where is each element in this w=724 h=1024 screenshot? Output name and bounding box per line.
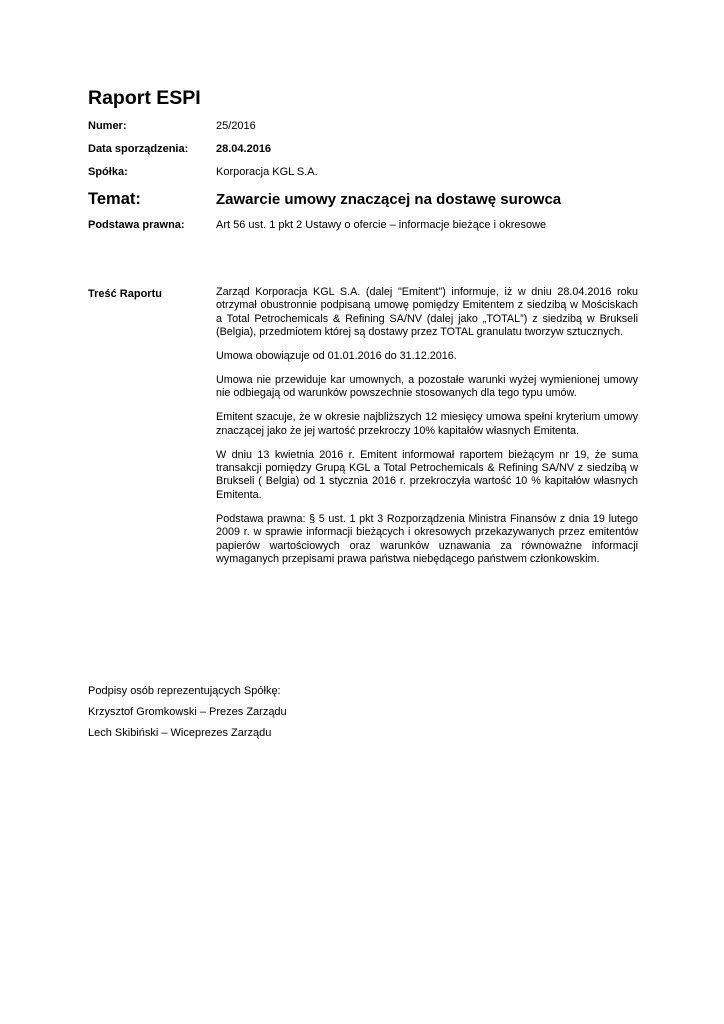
topic-label: Temat: — [88, 190, 141, 208]
company-label: Spółka: — [88, 166, 128, 178]
content-paragraph: Umowa nie przewiduje kar umownych, a pozostałe warunki wyżej wymienionej umowy nie odbiegają od warunków powszechnie stosowanych dla tego typu umów. — [216, 374, 638, 400]
legal-basis-label: Podstawa prawna: — [88, 219, 185, 231]
number-value: 25/2016 — [216, 120, 256, 132]
topic-value: Zawarcie umowy znaczącej na dostawę surowca — [216, 191, 562, 208]
content-label: Treść Raportu — [88, 288, 162, 300]
signatures-heading: Podpisy osób reprezentujących Spółkę: — [88, 685, 281, 697]
content-paragraph: Emitent szacuje, że w okresie najbliższych 12 miesięcy umowa spełni kryterium umowy znaczącej jako że jej wartość przekroczy 10% kapitałów własnych Emitenta. — [216, 411, 638, 437]
number-label: Numer: — [88, 120, 127, 132]
content-paragraph: Zarząd Korporacja KGL S.A. (dalej "Emitent") informuje, iż w dniu 28.04.2016 roku otrzymał obustronnie podpisaną umowę pomiędzy Emitentem z siedzibą w Mościskach a Total Petrochemicals & Refining SA/NV (dalej jako „TOTAL”) z siedzibą w Brukseli (Belgia), przedmiotem której są dostawy przez TOTAL granulatu tworzyw sztucznych. — [216, 286, 638, 339]
date-label: Data sporządzenia: — [88, 143, 189, 155]
content-paragraph: W dniu 13 kwietnia 2016 r. Emitent informował raportem bieżącym nr 19, że suma transakcji pomiędzy Grupą KGL a Total Petrochemicals & Refining SA/NV z siedzibą w Brukseli ( Belgia) od 1 stycznia 2016 r. przekroczyła wartość 10 % kapitałów własnych Emitenta. — [216, 448, 638, 501]
signature-person: Krzysztof Gromkowski – Prezes Zarządu — [88, 706, 287, 718]
report-title: Raport ESPI — [88, 87, 201, 109]
content-paragraph: Podstawa prawna: § 5 ust. 1 pkt 3 Rozporządzenia Ministra Finansów z dnia 19 lutego 2009 r. w sprawie informacji bieżących i okresowych przekazywanych przez emitentów papierów wartościowych oraz warunków uznawania za równoważne informacji wymaganych przepisami prawa państwa niebędącego państwem członkowskim. — [216, 512, 638, 565]
legal-basis-value: Art 56 ust. 1 pkt 2 Ustawy o ofercie – informacje bieżące i okresowe — [216, 219, 547, 231]
report-content — [216, 286, 638, 577]
date-value: 28.04.2016 — [216, 143, 272, 155]
signature-person: Lech Skibiński – Wiceprezes Zarządu — [88, 727, 272, 739]
content-paragraph: Umowa obowiązuje od 01.01.2016 do 31.12.2016. — [216, 350, 457, 363]
company-value: Korporacja KGL S.A. — [216, 166, 318, 178]
signatures-block — [88, 684, 287, 747]
